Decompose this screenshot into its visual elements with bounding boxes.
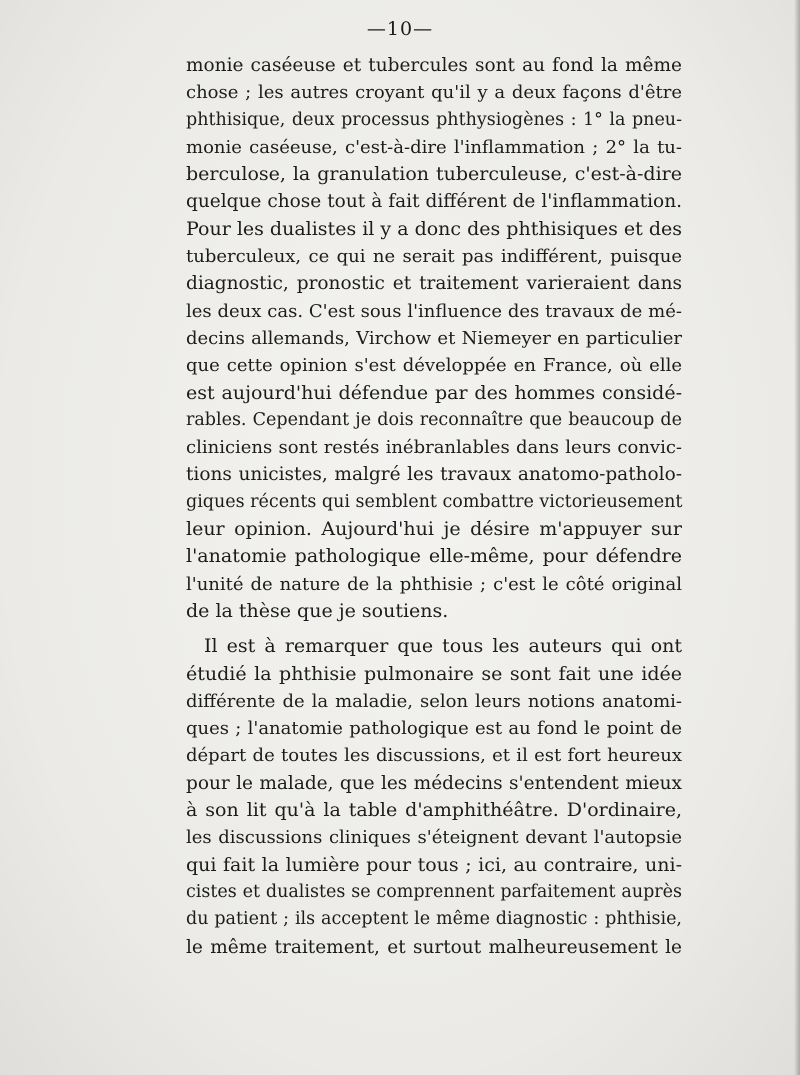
text-line: tuberculeux, ce qui ne serait pas indifférent, puisque bbox=[186, 246, 682, 268]
paragraph-gap bbox=[186, 625, 682, 633]
text-line: à son lit qu'à la table d'amphithéâtre. D'ordinaire, bbox=[186, 799, 682, 822]
text-line: berculose, la granulation tuberculeuse, c'est-à-dire bbox=[186, 163, 682, 186]
text-line: l'anatomie pathologique elle-même, pour défendre bbox=[186, 545, 682, 568]
text-line: est aujourd'hui défendue par des hommes considé- bbox=[186, 381, 682, 404]
text-line: étudié la phthisie pulmonaire se sont fait une idée bbox=[186, 662, 682, 685]
text-line: qui fait la lumière pour tous ; ici, au contraire, uni- bbox=[186, 853, 682, 876]
text-line: Il est à remarquer que tous les auteurs qui ont bbox=[204, 635, 682, 658]
text-line: différente de la maladie, selon leurs notions anatomi- bbox=[186, 690, 682, 712]
text-line: les deux cas. C'est sous l'influence des travaux de mé- bbox=[186, 300, 682, 322]
text-line: l'unité de nature de la phthisie ; c'est le côté original bbox=[186, 573, 682, 595]
text-line: leur opinion. Aujourd'hui je désire m'appuyer sur bbox=[186, 518, 682, 541]
paragraph-1 bbox=[186, 52, 682, 625]
text-line: monie caséeuse, c'est-à-dire l'inflammation ; 2° la tu- bbox=[186, 136, 682, 158]
page-number: —10— bbox=[366, 18, 434, 40]
page-edge-shadow bbox=[794, 0, 800, 1075]
text-line: phthisique, deux processus phthysiogènes : 1° la pneu- bbox=[186, 109, 682, 130]
paragraph-2 bbox=[186, 633, 682, 961]
text-line: quelque chose tout à fait différent de l'inflammation. bbox=[186, 191, 682, 213]
text-line: Pour les dualistes il y a donc des phthisiques et des bbox=[186, 217, 682, 240]
text-line: le même traitement, et surtout malheureusement le bbox=[186, 936, 682, 958]
text-line: rables. Cependant je dois reconnaître que beaucoup de bbox=[186, 409, 682, 430]
text-line: du patient ; ils acceptent le même diagnostic : phthisie, bbox=[186, 909, 682, 930]
text-line: tions unicistes, malgré les travaux anatomo-patholo- bbox=[186, 464, 682, 486]
text-line: pour le malade, que les médecins s'entendent mieux bbox=[186, 772, 682, 794]
text-line: monie caséeuse et tubercules sont au fond la même bbox=[186, 55, 682, 76]
text-line: chose ; les autres croyant qu'il y a deux façons d'être bbox=[186, 82, 682, 104]
text-line: cistes et dualistes se comprennent parfaitement auprès bbox=[186, 881, 682, 902]
text-line: ques ; l'anatomie pathologique est au fond le point de bbox=[186, 718, 682, 740]
text-line: que cette opinion s'est développée en France, où elle bbox=[186, 355, 682, 377]
text-line: diagnostic, pronostic et traitement varieraient dans bbox=[186, 273, 682, 295]
text-line: cliniciens sont restés inébranlables dans leurs convic- bbox=[186, 437, 682, 459]
text-line: de la thèse que je soutiens. bbox=[186, 599, 449, 622]
text-line: les discussions cliniques s'éteignent devant l'autopsie bbox=[186, 827, 682, 849]
text-line: départ de toutes les discussions, et il est fort heureux bbox=[186, 745, 682, 767]
text-line: giques récents qui semblent combattre victorieusement bbox=[186, 491, 683, 512]
body-text bbox=[186, 52, 682, 961]
text-line: decins allemands, Virchow et Niemeyer en particulier bbox=[186, 327, 682, 349]
